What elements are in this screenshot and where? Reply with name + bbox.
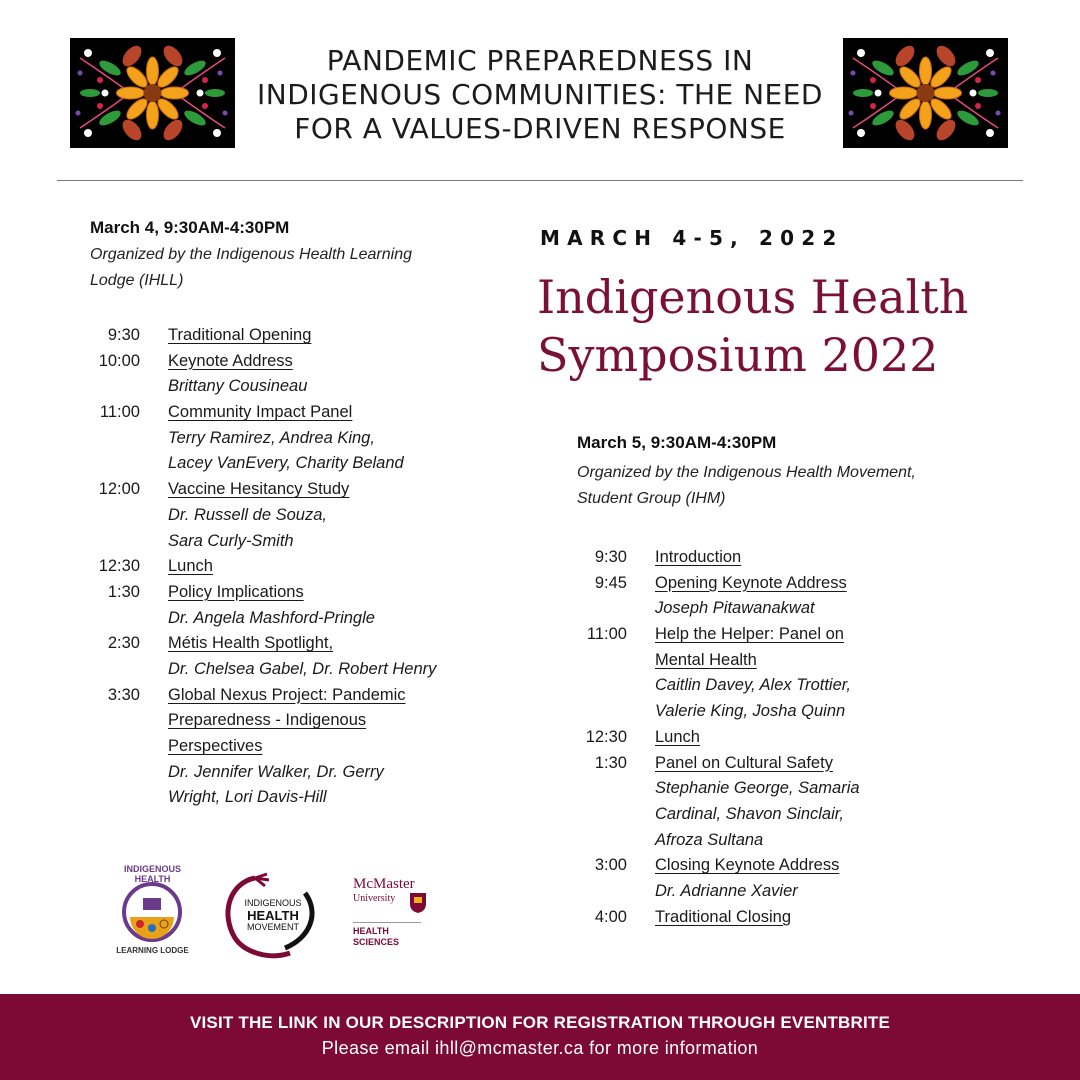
ihm-logo-line: INDIGENOUS [244, 898, 302, 908]
schedule-row [577, 802, 1037, 828]
schedule-row [90, 477, 520, 503]
schedule-time: 2:30 [107, 634, 140, 653]
header-divider [57, 180, 1023, 181]
schedule-row [577, 776, 1037, 802]
schedule-row [577, 905, 1037, 931]
contact-suffix: for more information [583, 1038, 759, 1058]
schedule-session: Community Impact Panel [168, 403, 353, 422]
ihll-logo [105, 862, 200, 962]
schedule-time: 12:00 [98, 480, 140, 499]
schedule-row [577, 622, 1037, 648]
day2-heading: March 5, 9:30AM-4:30PM [577, 433, 777, 452]
day1-organizer [90, 242, 520, 294]
schedule-row [90, 760, 520, 786]
schedule-session: Mental Health [655, 650, 757, 669]
schedule-time: 3:00 [594, 856, 627, 875]
mcmaster-sub: University [353, 893, 396, 904]
schedule-row [90, 374, 520, 400]
schedule-speakers: Afroza Sultana [655, 830, 764, 849]
schedule-speakers: Valerie King, Josha Quinn [655, 702, 846, 721]
symposium-title [537, 268, 1037, 384]
schedule-session: Panel on Cultural Safety [655, 753, 833, 772]
day2-heading-block [577, 433, 776, 453]
day2-organizer-line: Organized by the Indigenous Health Movement, [577, 464, 916, 481]
ihm-logo-text [233, 898, 313, 933]
schedule-time: 11:00 [99, 403, 140, 422]
schedule-time: 12:30 [585, 727, 627, 746]
schedule-row [577, 751, 1037, 777]
poster-title-line: PANDEMIC PREPAREDNESS IN [326, 44, 754, 77]
contact-prefix: Please email [321, 1038, 436, 1058]
schedule-session: Lunch [655, 727, 700, 746]
schedule-row [577, 879, 1037, 905]
schedule-row [90, 400, 520, 426]
schedule-row [90, 426, 520, 452]
schedule-time: 9:30 [594, 548, 627, 566]
schedule-time: 11:00 [586, 625, 627, 644]
schedule-session: Lunch [168, 557, 213, 576]
mcmaster-logo [353, 876, 433, 956]
schedule-speakers: Stephanie George, Samaria [655, 779, 860, 798]
event-dates: MARCH 4-5, 2022 [540, 226, 844, 250]
schedule-row [90, 323, 520, 349]
schedule-row [577, 596, 1037, 622]
schedule-session: Preparedness - Indigenous [168, 711, 367, 730]
day1-heading: March 4, 9:30AM-4:30PM [90, 218, 290, 237]
day2-schedule [577, 545, 1037, 930]
schedule-time: 3:30 [107, 685, 140, 704]
schedule-row [90, 503, 520, 529]
schedule-time: 1:30 [594, 753, 627, 772]
poster-title-line: FOR A VALUES-DRIVEN RESPONSE [294, 112, 786, 145]
schedule-session: Traditional Opening [168, 326, 312, 344]
schedule-session: Vaccine Hesitancy Study [168, 480, 350, 499]
schedule-session: Métis Health Spotlight, [168, 634, 334, 653]
ihm-logo-line: MOVEMENT [246, 922, 299, 932]
schedule-row [577, 699, 1037, 725]
day1-organizer-line: Lodge (IHLL) [90, 272, 184, 289]
mcmaster-health-line: SCIENCES [353, 937, 400, 947]
ihm-logo [215, 868, 325, 963]
schedule-session: Help the Helper: Panel on [655, 625, 844, 644]
schedule-row [577, 725, 1037, 751]
schedule-row [577, 853, 1037, 879]
schedule-row [577, 673, 1037, 699]
schedule-row [90, 554, 520, 580]
schedule-speakers: Dr. Angela Mashford-Pringle [168, 608, 375, 627]
floral-beadwork-icon [70, 38, 235, 148]
day2-organizer-line: Student Group (IHM) [577, 490, 726, 507]
schedule-row [90, 657, 520, 683]
mcmaster-health-line: HEALTH [353, 926, 389, 936]
schedule-session: Opening Keynote Address [655, 573, 847, 592]
mcmaster-name: McMaster [353, 876, 415, 892]
day1-organizer-line: Organized by the Indigenous Health Learning [90, 246, 412, 263]
schedule-row [90, 606, 520, 632]
schedule-row [90, 785, 520, 811]
ihll-logo-top: INDIGENOUS HEALTH [123, 864, 181, 884]
schedule-row [90, 631, 520, 657]
schedule-speakers: Dr. Adrianne Xavier [655, 881, 798, 900]
schedule-session: Keynote Address [168, 351, 293, 370]
schedule-speakers: Wright, Lori Davis-Hill [168, 788, 327, 807]
schedule-session: Introduction [655, 548, 742, 566]
schedule-session: Closing Keynote Address [655, 856, 840, 875]
schedule-row [90, 683, 520, 709]
schedule-row [90, 529, 520, 555]
schedule-time: 4:00 [594, 907, 627, 926]
schedule-row [90, 451, 520, 477]
schedule-speakers: Lacey VanEvery, Charity Beland [168, 454, 404, 473]
schedule-speakers: Dr. Jennifer Walker, Dr. Gerry [168, 762, 384, 781]
schedule-speakers: Caitlin Davey, Alex Trottier, [655, 676, 851, 695]
footer-banner [0, 994, 1080, 1080]
schedule-row [90, 580, 520, 606]
schedule-row [90, 734, 520, 760]
schedule-row [577, 828, 1037, 854]
schedule-row [577, 648, 1037, 674]
floral-beadwork-icon [843, 38, 1008, 148]
schedule-speakers: Terry Ramirez, Andrea King, [168, 428, 375, 447]
poster-title-line: INDIGENOUS COMMUNITIES: THE NEED [257, 78, 823, 111]
schedule-speakers: Dr. Chelsea Gabel, Dr. Robert Henry [168, 659, 437, 678]
schedule-speakers: Dr. Russell de Souza, [168, 505, 327, 524]
schedule-time: 10:00 [98, 351, 140, 370]
schedule-row [577, 545, 1037, 571]
schedule-session: Policy Implications [168, 582, 304, 601]
schedule-session: Global Nexus Project: Pandemic [168, 685, 406, 704]
schedule-speakers: Cardinal, Shavon Sinclair, [655, 804, 844, 823]
day2-organizer [577, 460, 1037, 512]
contact-line [0, 1038, 1080, 1059]
symposium-title-line: Indigenous Health [537, 270, 969, 324]
symposium-title-line: Symposium 2022 [537, 328, 939, 382]
day1-schedule [90, 323, 520, 811]
schedule-row [577, 571, 1037, 597]
ihll-logo-bottom: LEARNING LODGE [116, 946, 189, 955]
schedule-speakers: Joseph Pitawanakwat [655, 599, 815, 618]
email-link[interactable]: ihll@mcmaster.ca [435, 1038, 584, 1058]
schedule-time: 9:45 [594, 573, 627, 592]
mcmaster-crest-icon [409, 892, 427, 914]
ihm-logo-line: HEALTH [247, 908, 299, 923]
mcmaster-health [353, 926, 399, 948]
schedule-speakers: Brittany Cousineau [168, 377, 308, 396]
poster-title [250, 44, 830, 146]
schedule-row [90, 349, 520, 375]
schedule-row [90, 708, 520, 734]
schedule-time: 1:30 [107, 582, 140, 601]
registration-notice: VISIT THE LINK IN OUR DESCRIPTION FOR REGISTRATION THROUGH EVENTBRITE [189, 1013, 891, 1032]
schedule-time: 9:30 [107, 326, 140, 344]
schedule-session: Perspectives [168, 737, 263, 755]
schedule-time: 12:30 [98, 557, 140, 576]
day1-heading-block [90, 218, 289, 238]
mcmaster-divider [353, 922, 421, 923]
schedule-speakers: Sara Curly-Smith [168, 531, 294, 550]
schedule-session: Traditional Closing [655, 907, 792, 926]
